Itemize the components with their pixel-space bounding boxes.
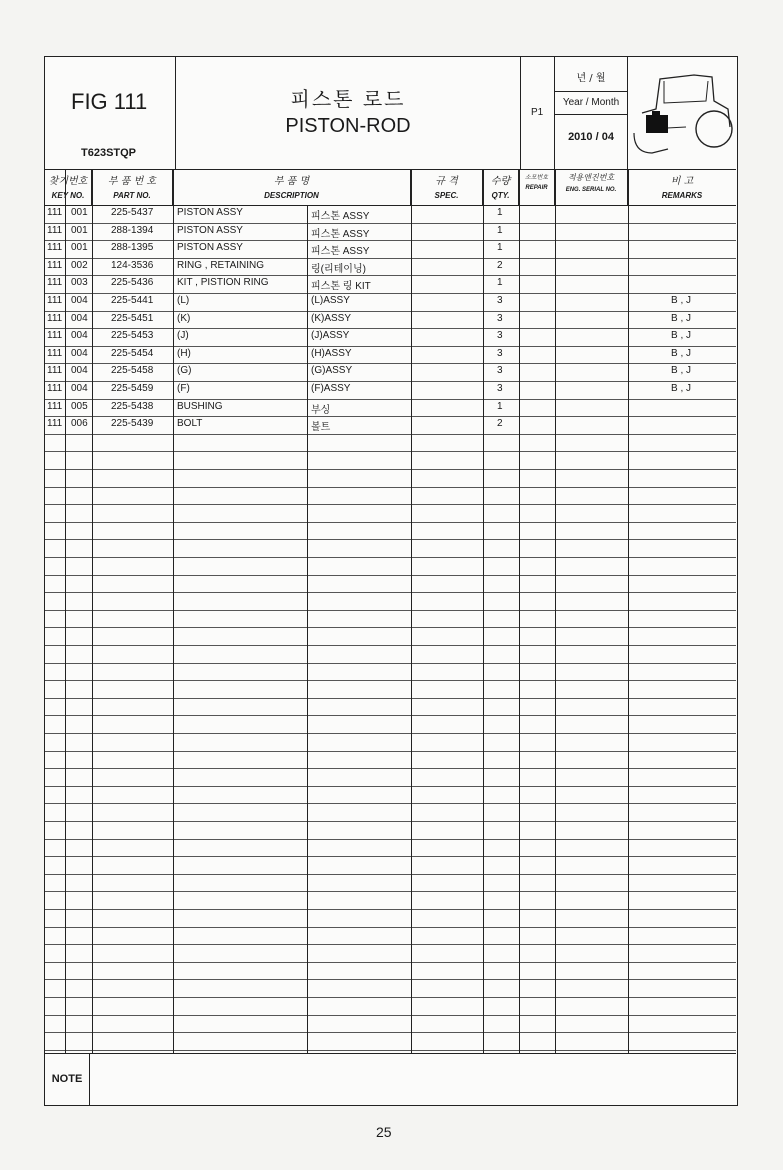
page-box (521, 57, 555, 169)
table-row (45, 469, 736, 488)
key-number-cell: 001 (71, 207, 88, 218)
description-en-cell: PISTON ASSY (177, 224, 243, 236)
qty-cell: 2 (497, 259, 503, 271)
table-row (45, 839, 736, 858)
table-row (45, 293, 736, 312)
qty-cell: 1 (497, 277, 503, 289)
table-row (45, 821, 736, 840)
qty-cell: 2 (497, 418, 503, 430)
description-ko-cell: 링(리테이닝) (311, 263, 366, 275)
col-part-en: PART NO. (113, 191, 151, 200)
table-row (45, 223, 736, 242)
table-row (45, 592, 736, 611)
col-eng-en: ENG. SERIAL NO. (565, 187, 617, 193)
qty-cell: 3 (497, 365, 503, 377)
table-row (45, 927, 736, 946)
fig-number-cell: 111 (47, 224, 63, 236)
col-remarks-ko: 비 고 (670, 176, 694, 187)
model-code: T623STQP (81, 147, 137, 159)
table-row (45, 258, 736, 277)
table-row (45, 962, 736, 981)
col-remarks (628, 169, 736, 205)
table-row (45, 909, 736, 928)
qty-cell: 3 (497, 312, 503, 324)
col-desc-en: DESCRIPTION (264, 191, 319, 200)
description-ko-cell: 피스톤 ASSY (311, 228, 370, 240)
description-ko-cell: (H)ASSY (311, 347, 352, 359)
qty-cell: 1 (497, 400, 503, 412)
remarks-cell: B , J (671, 330, 692, 342)
divider (555, 169, 556, 1053)
parts-table (45, 205, 736, 1051)
qty-cell: 3 (497, 330, 503, 342)
remarks-cell: B , J (671, 295, 692, 306)
table-row (45, 944, 736, 963)
sheet-header (45, 57, 736, 170)
table-row (45, 680, 736, 699)
description-en-cell: PISTON ASSY (177, 242, 243, 254)
table-row (45, 715, 736, 734)
col-key-en: KEY NO. (51, 191, 85, 200)
description-ko-cell: 부싱 (311, 404, 331, 416)
fig-number-cell: 111 (47, 312, 63, 324)
key-number-cell: 004 (71, 295, 88, 306)
description-ko-cell: (K)ASSY (311, 312, 352, 324)
fig-number-cell: 111 (47, 242, 63, 254)
description-en-cell: (J) (177, 330, 189, 342)
col-spec (411, 169, 483, 205)
fig-number-cell: 111 (47, 207, 63, 218)
table-row (45, 416, 736, 435)
key-number-cell: 005 (71, 400, 88, 412)
table-row (45, 311, 736, 330)
col-part-ko: 부 품 번 호 (107, 176, 157, 187)
issue-date: 2010 / 04 (568, 131, 614, 143)
year-month-korean: 년 / 월 (576, 73, 606, 84)
col-qty-ko: 수량 (490, 176, 511, 187)
fig-number-cell: 111 (47, 259, 63, 271)
table-row (45, 504, 736, 523)
table-row (45, 874, 736, 893)
table-row (45, 610, 736, 629)
table-row (45, 1015, 736, 1034)
key-number-cell: 004 (71, 347, 88, 359)
table-row (45, 522, 736, 541)
table-row (45, 275, 736, 294)
description-ko-cell: 피스톤 ASSY (311, 211, 370, 222)
divider (173, 169, 174, 1053)
table-row (45, 539, 736, 558)
col-qty-en: QTY. (491, 191, 510, 200)
key-number-cell: 004 (71, 365, 88, 377)
description-en-cell: BUSHING (177, 400, 223, 412)
table-row (45, 645, 736, 664)
title-box (176, 57, 521, 169)
tractor-icon (628, 57, 736, 169)
table-row (45, 786, 736, 805)
col-part (92, 169, 173, 205)
table-row (45, 997, 736, 1016)
table-row (45, 768, 736, 787)
description-ko-cell: (J)ASSY (311, 330, 350, 342)
part-number-cell: 124-3536 (111, 259, 154, 271)
description-ko-cell: (F)ASSY (311, 383, 351, 394)
divider (92, 169, 93, 1053)
table-row (45, 663, 736, 682)
remarks-cell: B , J (671, 347, 692, 359)
part-number-cell: 288-1395 (111, 242, 154, 254)
fig-number-cell: 111 (47, 295, 63, 306)
year-month-english: Year / Month (555, 91, 627, 115)
col-repair-ko: 소모번호 (524, 174, 549, 181)
part-number-cell: 225-5451 (111, 312, 154, 324)
key-number-cell: 004 (71, 312, 88, 324)
fig-number-cell: 111 (47, 365, 63, 377)
table-row (45, 733, 736, 752)
table-row (45, 751, 736, 770)
description-en-cell: (H) (177, 347, 191, 359)
table-row (45, 399, 736, 418)
col-spec-en: SPEC. (434, 191, 459, 200)
col-desc-ko: 부 품 명 (273, 176, 310, 187)
key-number-cell: 004 (71, 383, 88, 394)
divider (519, 169, 520, 1053)
part-number-cell: 225-5459 (111, 383, 154, 394)
figure-box (45, 57, 176, 169)
col-repair (519, 169, 555, 205)
table-row (45, 803, 736, 822)
fig-number-cell: 111 (47, 347, 63, 359)
col-key-ko: 찾기번호 (48, 176, 88, 187)
description-ko-cell: 볼트 (311, 422, 331, 434)
key-number-cell: 001 (71, 242, 88, 254)
table-row (45, 979, 736, 998)
part-number-cell: 225-5441 (111, 295, 154, 306)
col-engine-serial (555, 169, 628, 205)
part-number-cell: 225-5436 (111, 277, 154, 289)
divider (483, 169, 484, 1053)
fig-number-cell: 111 (47, 383, 63, 394)
table-row (45, 328, 736, 347)
parts-sheet (44, 56, 738, 1106)
year-month-box (555, 57, 628, 169)
note-label: NOTE (45, 1054, 90, 1105)
qty-cell: 1 (497, 224, 503, 236)
key-number-cell: 002 (71, 259, 88, 271)
page-number: 25 (376, 1124, 392, 1140)
description-ko-cell: 피스톤 링 KIT (311, 281, 371, 293)
page-code: P1 (531, 107, 544, 118)
col-spec-ko: 규 격 (435, 176, 458, 187)
table-row (45, 557, 736, 576)
description-en-cell: (G) (177, 365, 192, 377)
part-number-cell: 225-5437 (111, 207, 154, 218)
table-row (45, 891, 736, 910)
remarks-cell: B , J (671, 312, 692, 324)
part-number-cell: 225-5458 (111, 365, 154, 377)
description-en-cell: BOLT (177, 418, 203, 430)
remarks-cell: B , J (671, 365, 692, 377)
col-eng-ko: 적용엔진번호 (567, 173, 615, 182)
note-section (45, 1053, 736, 1105)
description-ko-cell: 피스톤 ASSY (311, 246, 370, 258)
table-row (45, 240, 736, 259)
table-row (45, 698, 736, 717)
qty-cell: 3 (497, 347, 503, 359)
table-row (45, 487, 736, 506)
table-row (45, 434, 736, 453)
part-number-cell: 288-1394 (111, 224, 154, 236)
table-row (45, 575, 736, 594)
description-en-cell: KIT , PISTION RING (177, 277, 269, 289)
part-number-cell: 225-5453 (111, 330, 154, 342)
fig-number-cell: 111 (47, 400, 63, 412)
qty-cell: 3 (497, 383, 503, 394)
qty-cell: 1 (497, 207, 503, 218)
col-remarks-en: REMARKS (661, 191, 703, 200)
divider (628, 169, 629, 1053)
description-en-cell: (L) (177, 295, 190, 306)
title-korean: 피스톤 로드 (290, 87, 406, 111)
key-number-cell: 004 (71, 330, 88, 342)
part-number-cell: 225-5438 (111, 400, 154, 412)
column-headers (45, 169, 736, 206)
col-description (173, 169, 411, 205)
remarks-cell: B , J (671, 383, 692, 394)
table-row (45, 346, 736, 365)
key-number-cell: 003 (71, 277, 88, 289)
table-row (45, 205, 736, 224)
col-repair-en: REPAIR (525, 185, 548, 191)
fig-number-cell: 111 (47, 330, 63, 342)
figure-number: FIG 111 (71, 89, 148, 114)
divider (411, 169, 412, 1053)
key-number-cell: 001 (71, 224, 88, 236)
col-key (45, 169, 92, 205)
fig-number-cell: 111 (47, 418, 63, 430)
col-qty (483, 169, 519, 205)
part-number-cell: 225-5454 (111, 347, 154, 359)
description-ko-cell: (L)ASSY (311, 295, 350, 306)
description-ko-cell: (G)ASSY (311, 365, 353, 377)
qty-cell: 3 (497, 295, 503, 306)
divider (307, 205, 308, 1053)
description-en-cell: (F) (177, 383, 190, 394)
description-en-cell: PISTON ASSY (177, 207, 243, 218)
table-row (45, 363, 736, 382)
title-english: PISTON-ROD (285, 115, 411, 137)
table-row (45, 1032, 736, 1051)
description-en-cell: RING , RETAINING (177, 259, 265, 271)
divider (65, 169, 66, 1053)
qty-cell: 1 (497, 242, 503, 254)
table-row (45, 627, 736, 646)
table-row (45, 451, 736, 470)
description-en-cell: (K) (177, 312, 191, 324)
fig-number-cell: 111 (47, 277, 63, 289)
part-number-cell: 225-5439 (111, 418, 154, 430)
key-number-cell: 006 (71, 418, 88, 430)
table-row (45, 856, 736, 875)
table-row (45, 381, 736, 400)
